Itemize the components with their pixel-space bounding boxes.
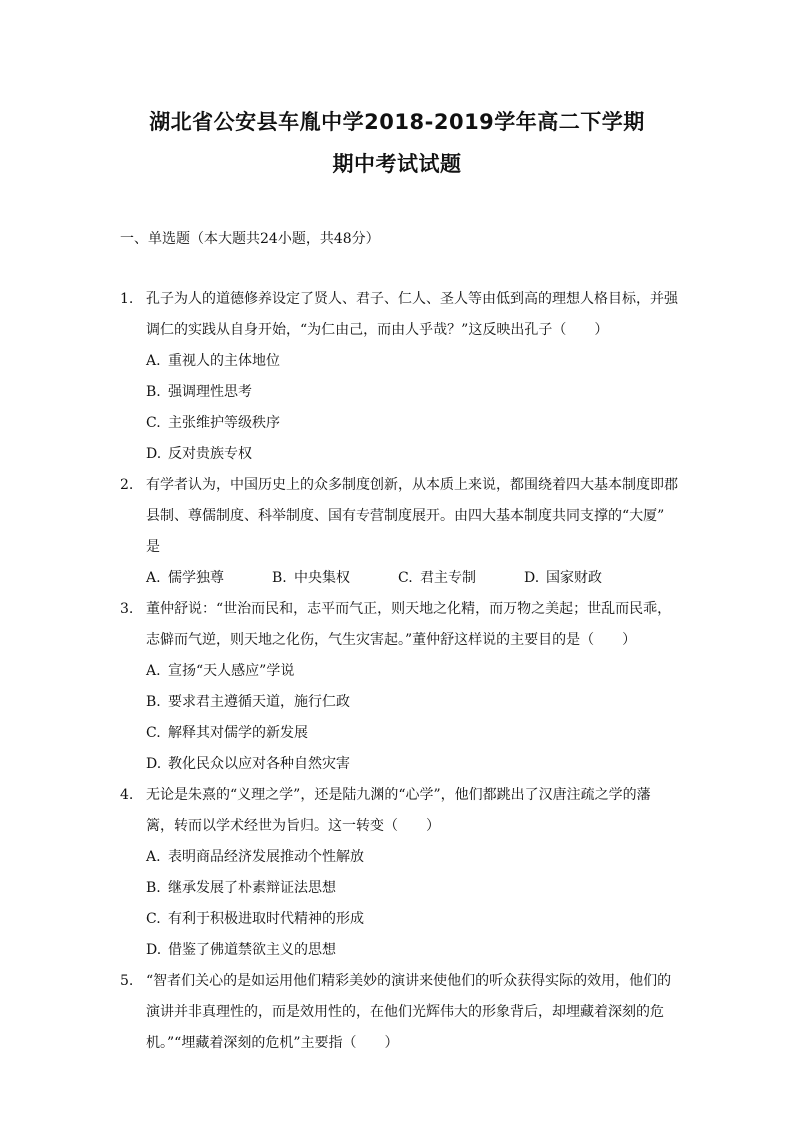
- question-number: 1.: [120, 291, 134, 307]
- question-number: 5.: [120, 973, 134, 989]
- answer-option[interactable]: [146, 414, 280, 432]
- question-text-line: 调仁的实践从自身开始，“为仁由己，而由人乎哉？”这反映出孔子（ ）: [146, 322, 609, 338]
- option-letter: D.: [146, 942, 162, 958]
- option-text: 要求君主遵循天道，施行仁政: [168, 694, 350, 710]
- question-number: 3.: [120, 601, 134, 617]
- answer-option[interactable]: [146, 569, 224, 587]
- answer-option[interactable]: [398, 569, 476, 587]
- answer-option[interactable]: [146, 352, 280, 370]
- option-text: 君主专制: [420, 570, 476, 586]
- answer-option[interactable]: [146, 693, 350, 711]
- answer-option[interactable]: [146, 383, 252, 401]
- option-text: 解释其对儒学的新发展: [168, 725, 308, 741]
- option-text: 中央集权: [294, 570, 350, 586]
- answer-option[interactable]: [146, 445, 252, 463]
- question-text-line: 有学者认为，中国历史上的众多制度创新，从本质上来说，都围绕着四大基本制度即郡: [146, 477, 678, 493]
- page-title: 湖北省公安县车胤中学2018-2019学年高二下学期: [149, 110, 645, 134]
- answer-option[interactable]: [146, 941, 336, 959]
- option-letter: C.: [146, 725, 161, 741]
- question-text-line: 是: [146, 539, 160, 555]
- option-letter: A.: [146, 663, 161, 679]
- question-number: 4.: [120, 787, 134, 803]
- option-letter: A.: [146, 353, 161, 369]
- option-letter: B.: [272, 570, 287, 586]
- option-text: 教化民众以应对各种自然灾害: [168, 756, 350, 772]
- question-text-line: 机。”“埋藏着深刻的危机”主要指（ ）: [146, 1035, 399, 1051]
- question-number: 2.: [120, 477, 134, 493]
- option-text: 借鉴了佛道禁欲主义的思想: [168, 942, 336, 958]
- option-text: 宣扬“天人感应”学说: [168, 663, 295, 679]
- answer-option[interactable]: [524, 569, 602, 587]
- question-text-line: 演讲并非真理性的，而是效用性的，在他们光辉伟大的形象背后，却埋藏着深刻的危: [146, 1004, 664, 1020]
- option-letter: D.: [146, 446, 162, 462]
- option-text: 表明商品经济发展推动个性解放: [168, 849, 364, 865]
- question-text-line: 无论是朱熹的“义理之学”，还是陆九渊的“心学”，他们都跳出了汉唐注疏之学的藩: [146, 787, 651, 803]
- option-letter: C.: [146, 415, 161, 431]
- option-text: 继承发展了朴素辩证法思想: [168, 880, 336, 896]
- option-letter: B.: [146, 694, 161, 710]
- option-letter: A.: [146, 849, 161, 865]
- option-letter: D.: [524, 570, 540, 586]
- question-text-line: “智者们关心的是如运用他们精彩美妙的演讲来使他们的听众获得实际的效用，他们的: [146, 973, 672, 989]
- option-letter: C.: [146, 911, 161, 927]
- option-text: 有利于积极进取时代精神的形成: [168, 911, 364, 927]
- question-text-line: 董仲舒说：“世治而民和，志平而气正，则天地之化精，而万物之美起；世乱而民乖，: [146, 601, 672, 617]
- answer-option[interactable]: [146, 755, 350, 773]
- option-text: 国家财政: [546, 570, 602, 586]
- answer-option[interactable]: [272, 569, 350, 587]
- question-text-line: 孔子为人的道德修养设定了贤人、君子、仁人、圣人等由低到高的理想人格目标，并强: [146, 291, 678, 307]
- answer-option[interactable]: [146, 724, 308, 742]
- option-text: 主张维护等级秩序: [168, 415, 280, 431]
- option-letter: B.: [146, 880, 161, 896]
- option-letter: D.: [146, 756, 162, 772]
- option-letter: C.: [398, 570, 413, 586]
- page-subtitle: 期中考试试题: [332, 152, 462, 176]
- answer-option[interactable]: [146, 662, 294, 680]
- answer-option[interactable]: [146, 910, 364, 928]
- question-text-line: 志僻而气逆，则天地之化伤，气生灾害起。”董仲舒这样说的主要目的是（ ）: [146, 632, 637, 648]
- answer-option[interactable]: [146, 879, 336, 897]
- answer-option[interactable]: [146, 848, 364, 866]
- option-letter: B.: [146, 384, 161, 400]
- question-text-line: 县制、尊儒制度、科举制度、国有专营制度展开。由四大基本制度共同支撑的“大厦”: [146, 508, 665, 524]
- option-text: 强调理性思考: [168, 384, 252, 400]
- option-letter: A.: [146, 570, 161, 586]
- section-header: 一、单选题（本大题共24小题，共48分）: [120, 231, 380, 247]
- question-text-line: 篱，转而以学术经世为旨归。这一转变（ ）: [146, 818, 440, 834]
- option-text: 反对贵族专权: [168, 446, 252, 462]
- option-text: 重视人的主体地位: [168, 353, 280, 369]
- option-text: 儒学独尊: [168, 570, 224, 586]
